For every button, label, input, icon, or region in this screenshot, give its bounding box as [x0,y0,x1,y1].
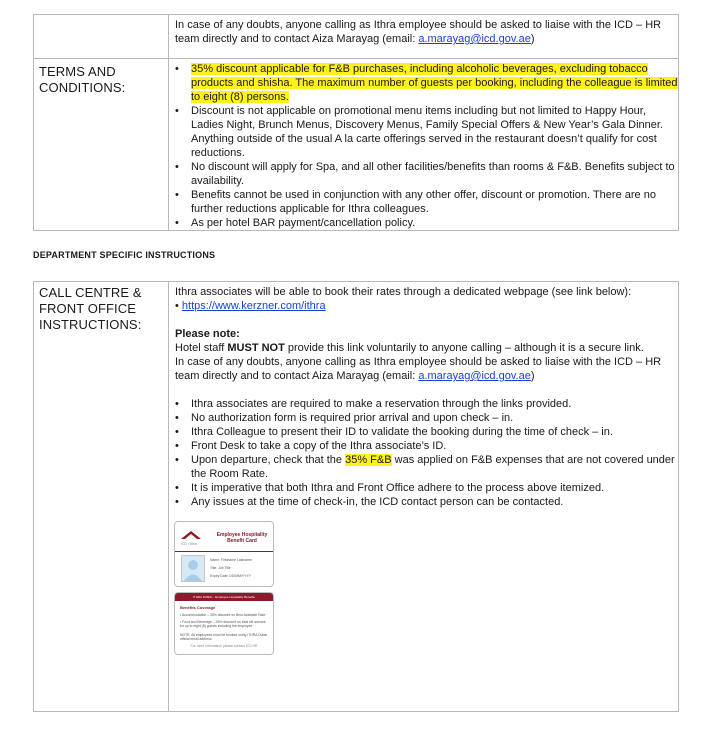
terms-item-2: • Discount is not applicable on promotional menu items including but not limited to Happy Hour, Ladies Night, Brunch Menus, Discovery Menus, Family Special Offers & New Year’s Gala Dinner. Anything outside of the usual A la carte offerings served in the restaurant doesn’t qualify for cost reductions. [175,105,663,159]
bullet-icon: • [175,496,179,508]
link-bullet: • [175,300,179,312]
note-title: Please note: [175,328,240,340]
bullet-icon: • [175,217,179,229]
instructions-item-6: • It is imperative that both Ithra and Front Office adhere to the process above itemized. [175,482,605,494]
doubt-text-2-line1: In case of any doubts, anyone calling as Ithra employee should be asked to liaise with the ICD – HR [175,356,662,368]
bullet-icon: • [175,412,179,424]
terms-list [169,59,678,230]
bullet-icon: • [175,63,179,75]
email-link[interactable]: a.marayag@icd.gov.ae [418,33,531,45]
card-title: Employee Hospitality Benefit Card [216,532,268,544]
terms-label-line2: CONDITIONS: [39,80,126,95]
empty-label-cell [34,15,169,59]
logo-icon [181,530,201,540]
person-icon [182,556,204,581]
intro-text: Ithra associates will be able to book their rates through a dedicated webpage (see link below): [175,286,632,298]
bullet-icon: • [175,440,179,452]
terms-table [33,14,679,231]
doubt-cell [169,15,679,59]
instructions-table [33,281,679,712]
email-link-2[interactable]: a.marayag@icd.gov.ae [418,370,531,382]
card-back-note: NOTE: All employees must be booked using ITHRA Dubai official email address [180,633,268,641]
instructions-item-2: • No authorization form is required prior arrival and upon check – in. [175,412,514,424]
must-not-emphasis: MUST NOT [227,342,285,354]
card-expiry: Expiry Date: DD/MM/YYYY [210,574,251,578]
terms-label-line1: TERMS AND [39,64,116,79]
benefit-card-front-image [174,521,274,587]
terms-item-4: • Benefits cannot be used in conjunction with any other offer, discount or promotion. There are no further reductions applicable for Ithra colleagues. [175,189,656,215]
bullet-icon: • [175,482,179,494]
terms-item-3: • No discount will apply for Spa, and all other facilities/benefits than rooms & F&B. Benefits subject to availability. [175,161,675,187]
bullet-icon: • [175,454,179,466]
bullet-icon: • [175,189,179,201]
bullet-icon: • [175,398,179,410]
doubt-text-2-line2: team directly and to contact Aiza Marayag (email: a.marayag@icd.gov.ae) [175,370,535,382]
instructions-item-1: • Ithra associates are required to make a reservation through the links provided. [175,398,572,410]
terms-cell [169,59,679,231]
card-org: ICD • Ithra [181,542,197,546]
photo-placeholder [181,555,205,582]
terms-label-cell [34,59,169,231]
note-text: Hotel staff MUST NOT provide this link voluntarily to anyone calling – although it is a secure link. [175,342,644,354]
link-line [175,299,673,313]
instructions-label-line3: INSTRUCTIONS: [39,317,142,332]
instructions-label-cell [34,282,169,712]
card-back-coverage-title: Benefits Coverage [180,605,216,610]
terms-item-1: • 35% discount applicable for F&B purchases, including alcoholic beverages, excluding tobacco products and shisha. The maximum number of guests per booking, including the colleague is limited to eight (8) persons. [175,63,678,103]
instructions-item-3: • Ithra Colleague to present their ID to validate the booking during the time of check – in. [175,426,613,438]
instructions-item-7: • Any issues at the time of check-in, the ICD contact person can be contacted. [175,496,564,508]
instructions-list [169,383,678,509]
card-job: Title: Job Title [210,566,231,570]
instructions-label-line1: CALL CENTRE & [39,285,142,300]
instructions-label-line2: FRONT OFFICE [39,301,137,316]
bullet-icon: • [175,105,179,117]
card-back-header: ITHRA DUBAI – Employee Hospitality Benefits [193,595,255,599]
doubt-text-close: ) [530,33,535,45]
benefit-card-back-image [174,592,274,655]
doubt-text-line2: team directly and to contact Aiza Marayag (email: [175,33,419,45]
terms-item-5: • As per hotel BAR payment/cancellation policy. [175,217,416,229]
card-back-line2: • Food and Beverage – 35% discount on total bill amount for up to eight (8) guests including the employee [180,620,266,628]
card-back-line1: • Accommodation – 35% discount on Best Available Rate [180,613,266,617]
instructions-item-5: • Upon departure, check that the 35% F&B was applied on F&B expenses that are not covered under the Room Rate. [175,454,675,480]
card-name: Name: Firstname Lastname [210,558,252,562]
bullet-icon: • [175,161,179,173]
card-back-footer: For more information please contact ICD HR [190,644,258,648]
discount-highlight: 35% F&B [345,454,392,466]
bullet-icon: • [175,426,179,438]
booking-link[interactable]: https://www.kerzner.com/ithra [181,300,326,312]
instructions-item-4: • Front Desk to take a copy of the Ithra associate’s ID. [175,440,447,452]
section-heading: DEPARTMENT SPECIFIC INSTRUCTIONS [33,250,216,260]
doubt-text-line1: In case of any doubts, anyone calling as Ithra employee should be asked to liaise with the ICD – HR [175,19,662,31]
card-divider [175,551,273,552]
